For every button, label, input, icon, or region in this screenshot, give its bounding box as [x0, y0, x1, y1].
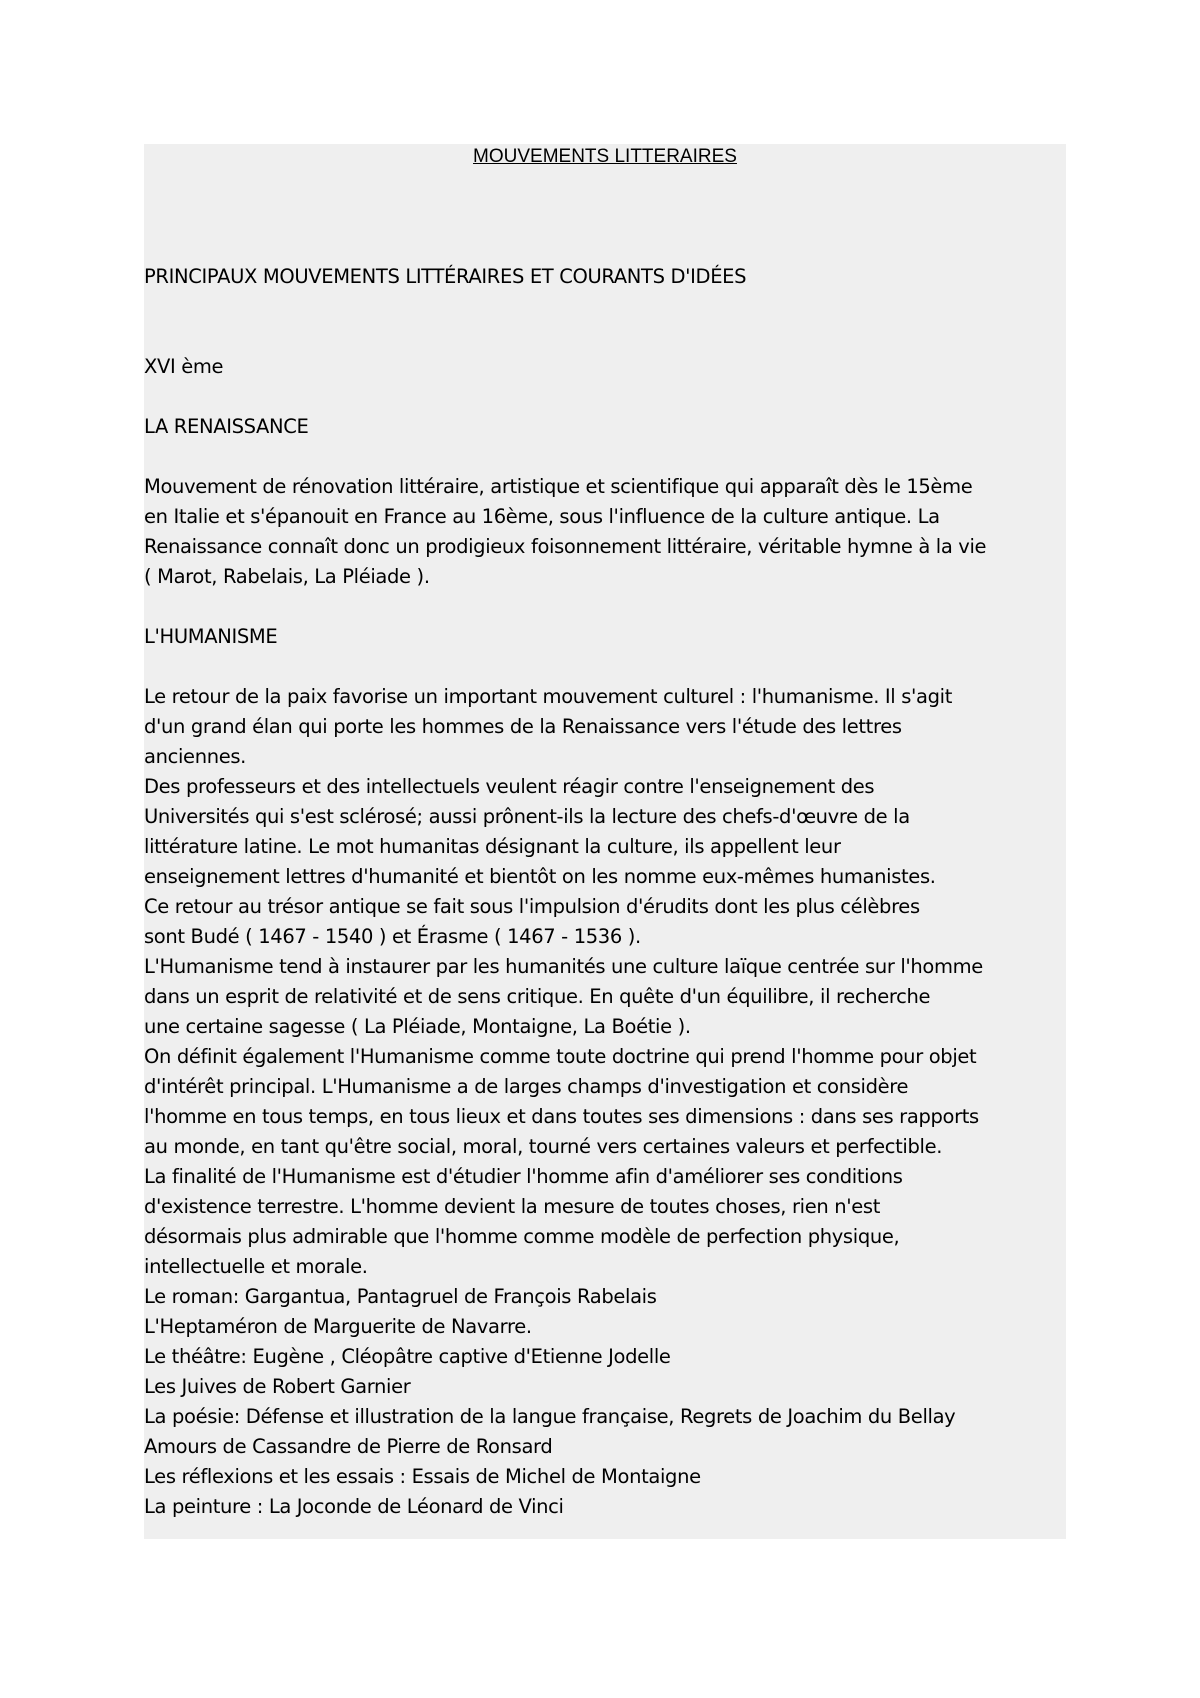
text-line: Amours de Cassandre de Pierre de Ronsard [144, 1435, 553, 1458]
humanisme-heading: L'HUMANISME [144, 625, 278, 648]
text-line: en Italie et s'épanouit en France au 16ème, sous l'influence de la culture antique. La [144, 505, 940, 528]
text-line: Universités qui s'est sclérosé; aussi prônent-ils la lecture des chefs-d'œuvre de la [144, 805, 910, 828]
document-page [144, 144, 1066, 1539]
document-body [144, 262, 1066, 1522]
text-line: intellectuelle et morale. [144, 1255, 368, 1278]
text-line: Des professeurs et des intellectuels veulent réagir contre l'enseignement des [144, 775, 875, 798]
text-line: La finalité de l'Humanisme est d'étudier l'homme afin d'améliorer ses conditions [144, 1165, 903, 1188]
text-line: l'homme en tous temps, en tous lieux et dans toutes ses dimensions : dans ses rapports [144, 1105, 979, 1128]
text-line: Le théâtre: Eugène , Cléopâtre captive d'Etienne Jodelle [144, 1345, 671, 1368]
text-line: Renaissance connaît donc un prodigieux foisonnement littéraire, véritable hymne à la vie [144, 535, 987, 558]
main-heading: PRINCIPAUX MOUVEMENTS LITTÉRAIRES ET COURANTS D'IDÉES [144, 265, 747, 288]
text-line: d'un grand élan qui porte les hommes de la Renaissance vers l'étude des lettres [144, 715, 902, 738]
text-line: La poésie: Défense et illustration de la langue française, Regrets de Joachim du Bellay [144, 1405, 956, 1428]
text-line: sont Budé ( 1467 - 1540 ) et Érasme ( 1467 - 1536 ). [144, 925, 641, 948]
humanisme-paragraph [144, 682, 1066, 1522]
text-line: Mouvement de rénovation littéraire, artistique et scientifique qui apparaît dès le 15ème [144, 475, 973, 498]
text-line: Le roman: Gargantua, Pantagruel de François Rabelais [144, 1285, 657, 1308]
text-line: Les réflexions et les essais : Essais de Michel de Montaigne [144, 1465, 701, 1488]
text-line: littérature latine. Le mot humanitas désignant la culture, ils appellent leur [144, 835, 841, 858]
renaissance-paragraph [144, 472, 1066, 592]
text-line: dans un esprit de relativité et de sens critique. En quête d'un équilibre, il recherche [144, 985, 931, 1008]
text-line: désormais plus admirable que l'homme comme modèle de perfection physique, [144, 1225, 900, 1248]
text-line: une certaine sagesse ( La Pléiade, Montaigne, La Boétie ). [144, 1015, 691, 1038]
text-line: On définit également l'Humanisme comme toute doctrine qui prend l'homme pour objet [144, 1045, 977, 1068]
text-line: La peinture : La Joconde de Léonard de Vinci [144, 1495, 564, 1518]
text-line: d'existence terrestre. L'homme devient la mesure de toutes choses, rien n'est [144, 1195, 881, 1218]
text-line: ( Marot, Rabelais, La Pléiade ). [144, 565, 430, 588]
text-line: Le retour de la paix favorise un important mouvement culturel : l'humanisme. Il s'agit [144, 685, 953, 708]
text-line: d'intérêt principal. L'Humanisme a de larges champs d'investigation et considère [144, 1075, 909, 1098]
century-heading: XVI ème [144, 355, 224, 378]
text-line: L'Humanisme tend à instaurer par les humanités une culture laïque centrée sur l'homme [144, 955, 983, 978]
text-line: anciennes. [144, 745, 247, 768]
document-title: MOUVEMENTS LITTERAIRES [473, 146, 737, 167]
text-line: Ce retour au trésor antique se fait sous l'impulsion d'érudits dont les plus célèbres [144, 895, 920, 918]
text-line: Les Juives de Robert Garnier [144, 1375, 411, 1398]
text-line: enseignement lettres d'humanité et bientôt on les nomme eux-mêmes humanistes. [144, 865, 936, 888]
text-line: L'Heptaméron de Marguerite de Navarre. [144, 1315, 532, 1338]
text-line: au monde, en tant qu'être social, moral, tourné vers certaines valeurs et perfectible. [144, 1135, 943, 1158]
renaissance-heading: LA RENAISSANCE [144, 415, 309, 438]
